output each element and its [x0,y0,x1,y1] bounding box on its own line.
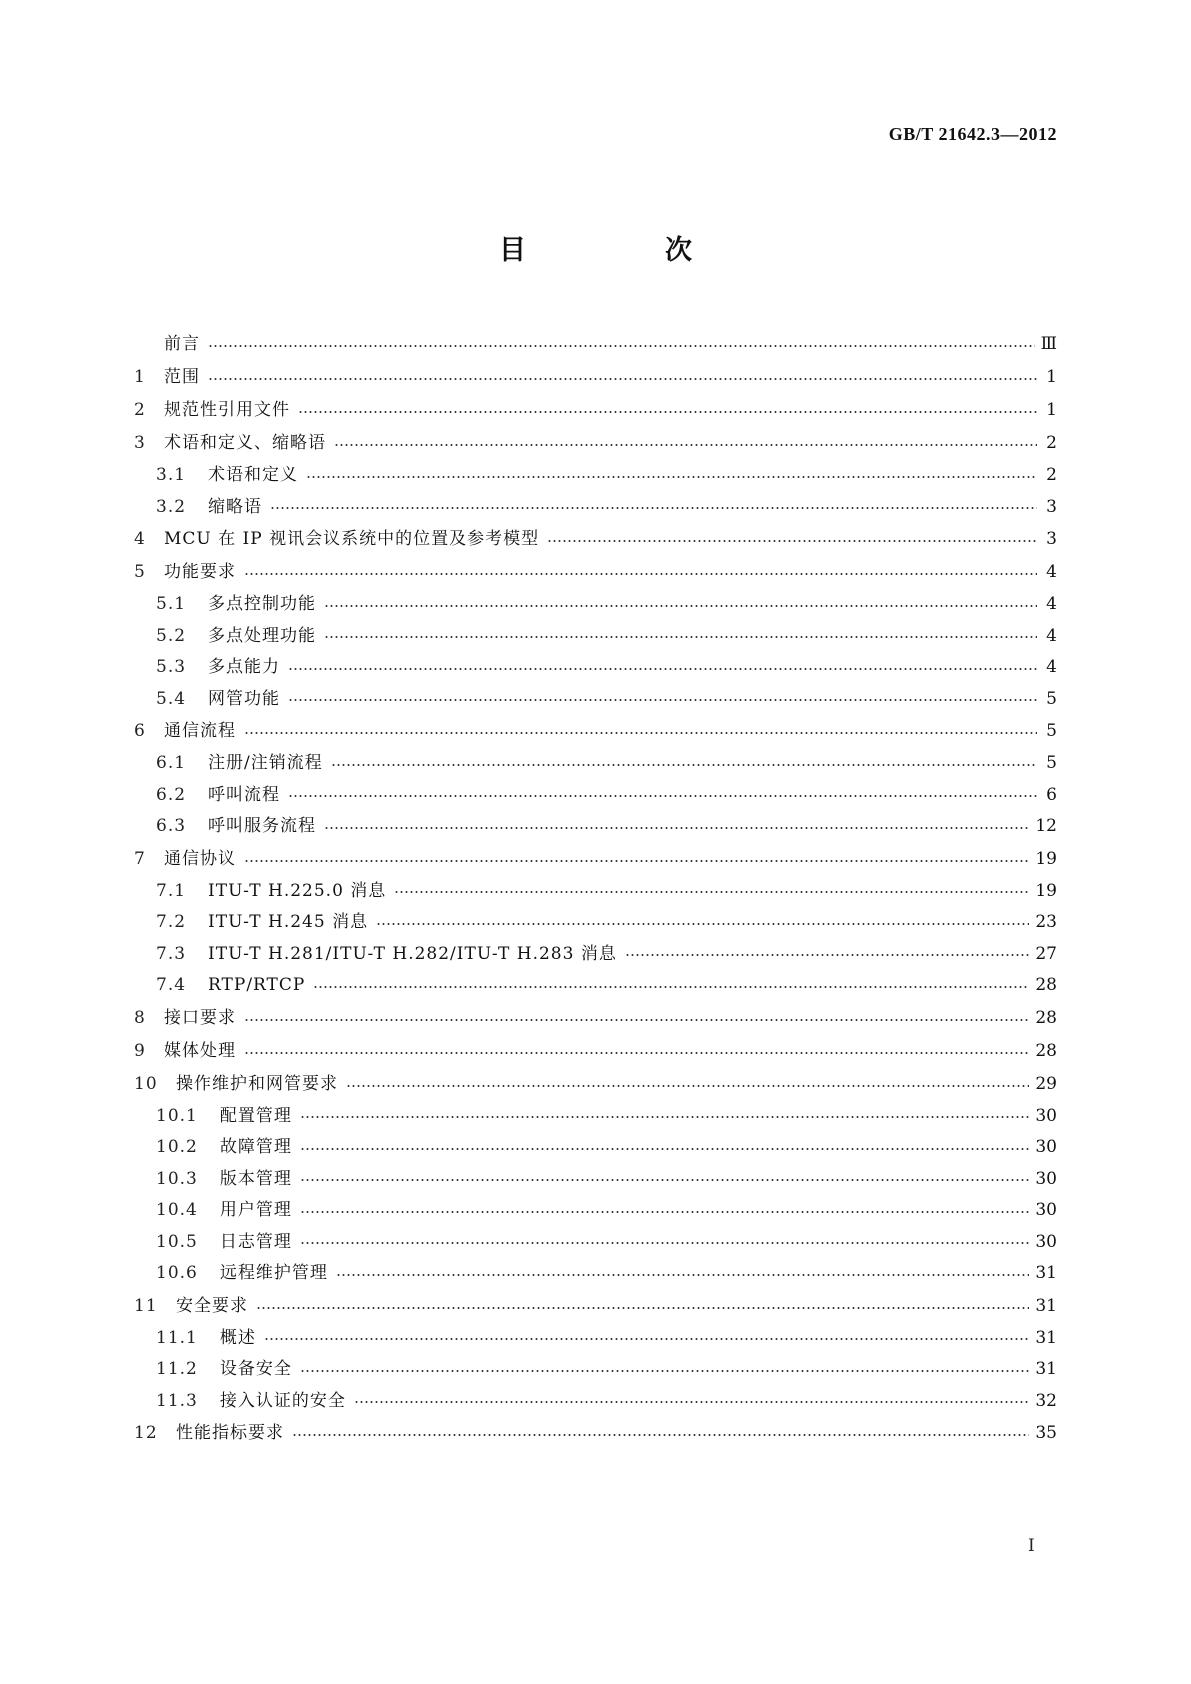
toc-entry-page: 6 [1046,784,1057,805]
toc-entry[interactable] [134,1101,1057,1133]
toc-entry[interactable] [134,589,1057,621]
toc-entry-page: 30 [1035,1200,1057,1220]
toc-entry[interactable] [134,1068,1057,1101]
toc-entry-number: 3.2 [156,496,187,517]
toc-entry[interactable] [134,1258,1057,1290]
toc-entry-label: 术语和定义、缩略语 [164,433,326,453]
toc-entry[interactable] [134,715,1057,748]
toc-entry-number: 7.3 [156,943,187,964]
toc-entry-page: 31 [1035,1295,1057,1316]
toc-entry-label: 配置管理 [219,1105,292,1126]
toc-entry-label: 操作维护和网管要求 [176,1073,338,1094]
toc-entry-page: 30 [1035,1168,1057,1189]
toc-entry-page: 4 [1046,657,1057,677]
dot-leader [313,986,1029,988]
dot-leader [244,732,1037,734]
toc-entry[interactable] [134,1417,1057,1450]
toc-entry-number: 7.4 [156,975,187,995]
toc-entry[interactable] [134,328,1057,361]
dot-leader [208,345,1035,347]
dot-leader [208,378,1037,380]
toc-entry-label: 呼叫服务流程 [208,816,317,836]
toc-entry-page: 4 [1046,625,1057,646]
toc-entry[interactable] [134,907,1057,939]
toc-entry-page: 2 [1046,433,1057,453]
toc-entry-page: 4 [1046,594,1057,614]
toc-entry-page: 3 [1046,496,1057,517]
toc-entry-number: 10.3 [156,1168,198,1189]
toc-entry-page: 28 [1035,1007,1057,1028]
toc-entry-number: 7 [134,848,146,869]
toc-entry-label: 通信协议 [164,848,236,869]
toc-entry-label: 概述 [219,1327,256,1348]
toc-entry-page: 4 [1046,562,1057,582]
dot-leader [298,411,1037,413]
dot-leader [300,1370,1030,1372]
toc-entry[interactable] [134,427,1057,460]
toc-entry-page: 31 [1035,1327,1057,1348]
toc-entry-number: 11.3 [156,1390,198,1411]
dot-leader [244,860,1029,862]
toc-entry[interactable] [134,621,1057,653]
dot-leader [324,636,1037,638]
toc-entry-page: 1 [1046,400,1057,420]
dot-leader [244,1019,1029,1021]
toc-entry-label: 多点能力 [208,657,281,677]
toc-entry-label: ITU-T H.245 消息 [208,912,369,932]
toc-entry-label: 规范性引用文件 [164,400,290,420]
toc-entry-page: 19 [1035,848,1057,869]
toc-entry-page: 5 [1046,688,1057,709]
dot-leader [270,507,1037,509]
dot-leader [300,1148,1030,1150]
toc-entry[interactable] [134,780,1057,812]
toc-entry-number: 10.4 [156,1200,198,1220]
dot-leader [288,795,1037,797]
dot-leader [547,540,1037,542]
dot-leader [244,573,1037,575]
toc-entry-label: 接入认证的安全 [219,1390,346,1411]
toc-entry-number: 9 [134,1040,146,1061]
toc-entry[interactable] [134,684,1057,716]
dot-leader [346,1085,1029,1087]
toc-entry[interactable] [134,811,1057,843]
toc-entry-number: 2 [134,400,146,420]
toc-entry-number: 3.1 [156,465,187,485]
toc-entry-label: 术语和定义 [208,465,299,485]
toc-entry[interactable] [134,1323,1057,1355]
dot-leader [324,605,1037,607]
toc-entry[interactable] [134,1290,1057,1323]
toc-entry-page: 30 [1035,1231,1057,1252]
toc-entry-number: 6.3 [156,816,187,836]
dot-leader [300,1179,1030,1181]
toc-entry-label: 日志管理 [219,1231,292,1252]
dot-leader [394,891,1029,893]
toc-entry-number: 11 [134,1295,158,1316]
dot-leader [292,1434,1029,1436]
toc-entry-page: 19 [1035,880,1057,901]
toc-entry-page: 28 [1035,1040,1057,1061]
toc-entry[interactable] [134,460,1057,492]
dot-leader [334,444,1037,446]
toc-entry-page: 27 [1035,943,1057,964]
toc-entry-label: ITU-T H.281/ITU-T H.282/ITU-T H.283 消息 [208,943,617,964]
dot-leader [306,476,1037,478]
toc-entry[interactable] [134,394,1057,427]
toc-entry-label: 性能指标要求 [176,1423,284,1443]
toc-entry[interactable] [134,970,1057,1002]
toc-entry[interactable] [134,492,1057,524]
dot-leader [336,1274,1030,1276]
toc-entry-page: 1 [1046,367,1057,387]
footer-page-number: I [1028,1536,1035,1556]
toc-entry-page: Ⅲ [1040,334,1057,354]
dot-leader [324,827,1029,829]
toc-entry-page: 3 [1046,529,1057,549]
toc-entry-label: ITU-T H.225.0 消息 [208,880,387,901]
toc-entry-label: 缩略语 [208,496,263,517]
toc-entry-number: 10 [134,1073,158,1094]
toc-entry-number: 4 [134,529,146,549]
toc-entry[interactable] [134,1354,1057,1386]
toc-entry[interactable] [134,843,1057,876]
toc-entry-label: 多点处理功能 [208,625,317,646]
dot-leader [376,923,1029,925]
toc-entry-label: 前言 [164,334,200,354]
toc-entry-label: 故障管理 [219,1137,292,1157]
toc-entry[interactable] [134,652,1057,684]
toc-entry-label: 接口要求 [164,1007,236,1028]
toc-entry-label: 网管功能 [208,688,281,709]
toc-entry-number: 6.2 [156,784,187,805]
toc-entry-label: 通信流程 [164,721,236,741]
toc-entry-number: 5 [134,562,146,582]
toc-entry-number: 6.1 [156,753,187,773]
toc-entry-number: 12 [134,1423,158,1443]
toc-entry-number: 6 [134,721,146,741]
toc-entry-page: 12 [1035,816,1057,836]
toc-entry[interactable] [134,1195,1057,1227]
toc-entry-number: 3 [134,433,146,453]
dot-leader [300,1116,1030,1118]
toc-entry-label: 安全要求 [176,1295,248,1316]
toc-entry-number: 10.1 [156,1105,198,1126]
toc-entry[interactable] [134,1132,1057,1164]
toc-entry[interactable] [134,361,1057,394]
toc-entry[interactable] [134,939,1057,971]
toc-entry-number: 11.1 [156,1327,198,1348]
toc-entry[interactable] [134,748,1057,780]
toc-entry-page: 30 [1035,1105,1057,1126]
toc-entry-number: 5.1 [156,594,187,614]
toc-entry[interactable] [134,1002,1057,1035]
toc-entry-page: 5 [1046,753,1057,773]
toc-entry-number: 1 [134,367,146,387]
dot-leader [256,1307,1029,1309]
toc-entry-number: 10.2 [156,1137,198,1157]
dot-leader [288,699,1037,701]
toc-entry-number: 5.4 [156,688,187,709]
toc-entry-label: 功能要求 [164,562,236,582]
dot-leader [300,1242,1030,1244]
toc-entry[interactable] [134,1386,1057,1418]
toc-entry-number: 7.1 [156,880,187,901]
dot-leader [354,1401,1030,1403]
toc-entry[interactable] [134,1035,1057,1068]
toc-entry-label: 多点控制功能 [208,594,317,614]
toc-entry-number: 5.2 [156,625,187,646]
dot-leader [625,954,1030,956]
standard-code: GB/T 21642.3—2012 [888,124,1057,144]
toc-entry-page: 23 [1035,912,1057,932]
toc-entry[interactable] [134,1227,1057,1259]
toc-entry-number: 8 [134,1007,146,1028]
toc-entry[interactable] [134,876,1057,908]
toc-entry-label: 用户管理 [219,1200,292,1220]
toc-entry-page: 30 [1035,1137,1057,1157]
toc-entry-label: 远程维护管理 [219,1263,328,1283]
dot-leader [264,1338,1030,1340]
toc-entry-label: 呼叫流程 [208,784,281,805]
toc-entry-number: 10.6 [156,1263,198,1283]
dot-leader [331,764,1037,766]
toc-entry-label: 媒体处理 [164,1040,236,1061]
toc-entry[interactable] [134,523,1057,556]
toc-entry-number: 10.5 [156,1231,198,1252]
toc-entry-label: 范围 [164,367,200,387]
dot-leader [300,1211,1030,1213]
toc-entry-label: MCU 在 IP 视讯会议系统中的位置及参考模型 [164,529,540,549]
toc-entry-number: 11.2 [156,1359,198,1379]
dot-leader [244,1052,1029,1054]
toc-entry-page: 29 [1035,1073,1057,1094]
dot-leader [288,668,1037,670]
toc-entry-page: 35 [1035,1423,1057,1443]
toc-entry[interactable] [134,1164,1057,1196]
table-of-contents [134,328,1057,1450]
toc-entry-number: 5.3 [156,657,187,677]
toc-entry-label: 版本管理 [219,1168,292,1189]
toc-entry-page: 28 [1035,975,1057,995]
toc-entry-number: 7.2 [156,912,187,932]
toc-entry-label: 设备安全 [219,1359,292,1379]
toc-entry[interactable] [134,556,1057,589]
page-title: 目 次 [499,235,748,266]
toc-entry-label: RTP/RTCP [208,975,306,995]
toc-entry-page: 32 [1035,1390,1057,1411]
toc-entry-page: 5 [1046,721,1057,741]
toc-entry-label: 注册/注销流程 [208,753,323,773]
toc-entry-page: 31 [1035,1263,1057,1283]
toc-entry-page: 2 [1046,465,1057,485]
toc-entry-page: 31 [1035,1359,1057,1379]
